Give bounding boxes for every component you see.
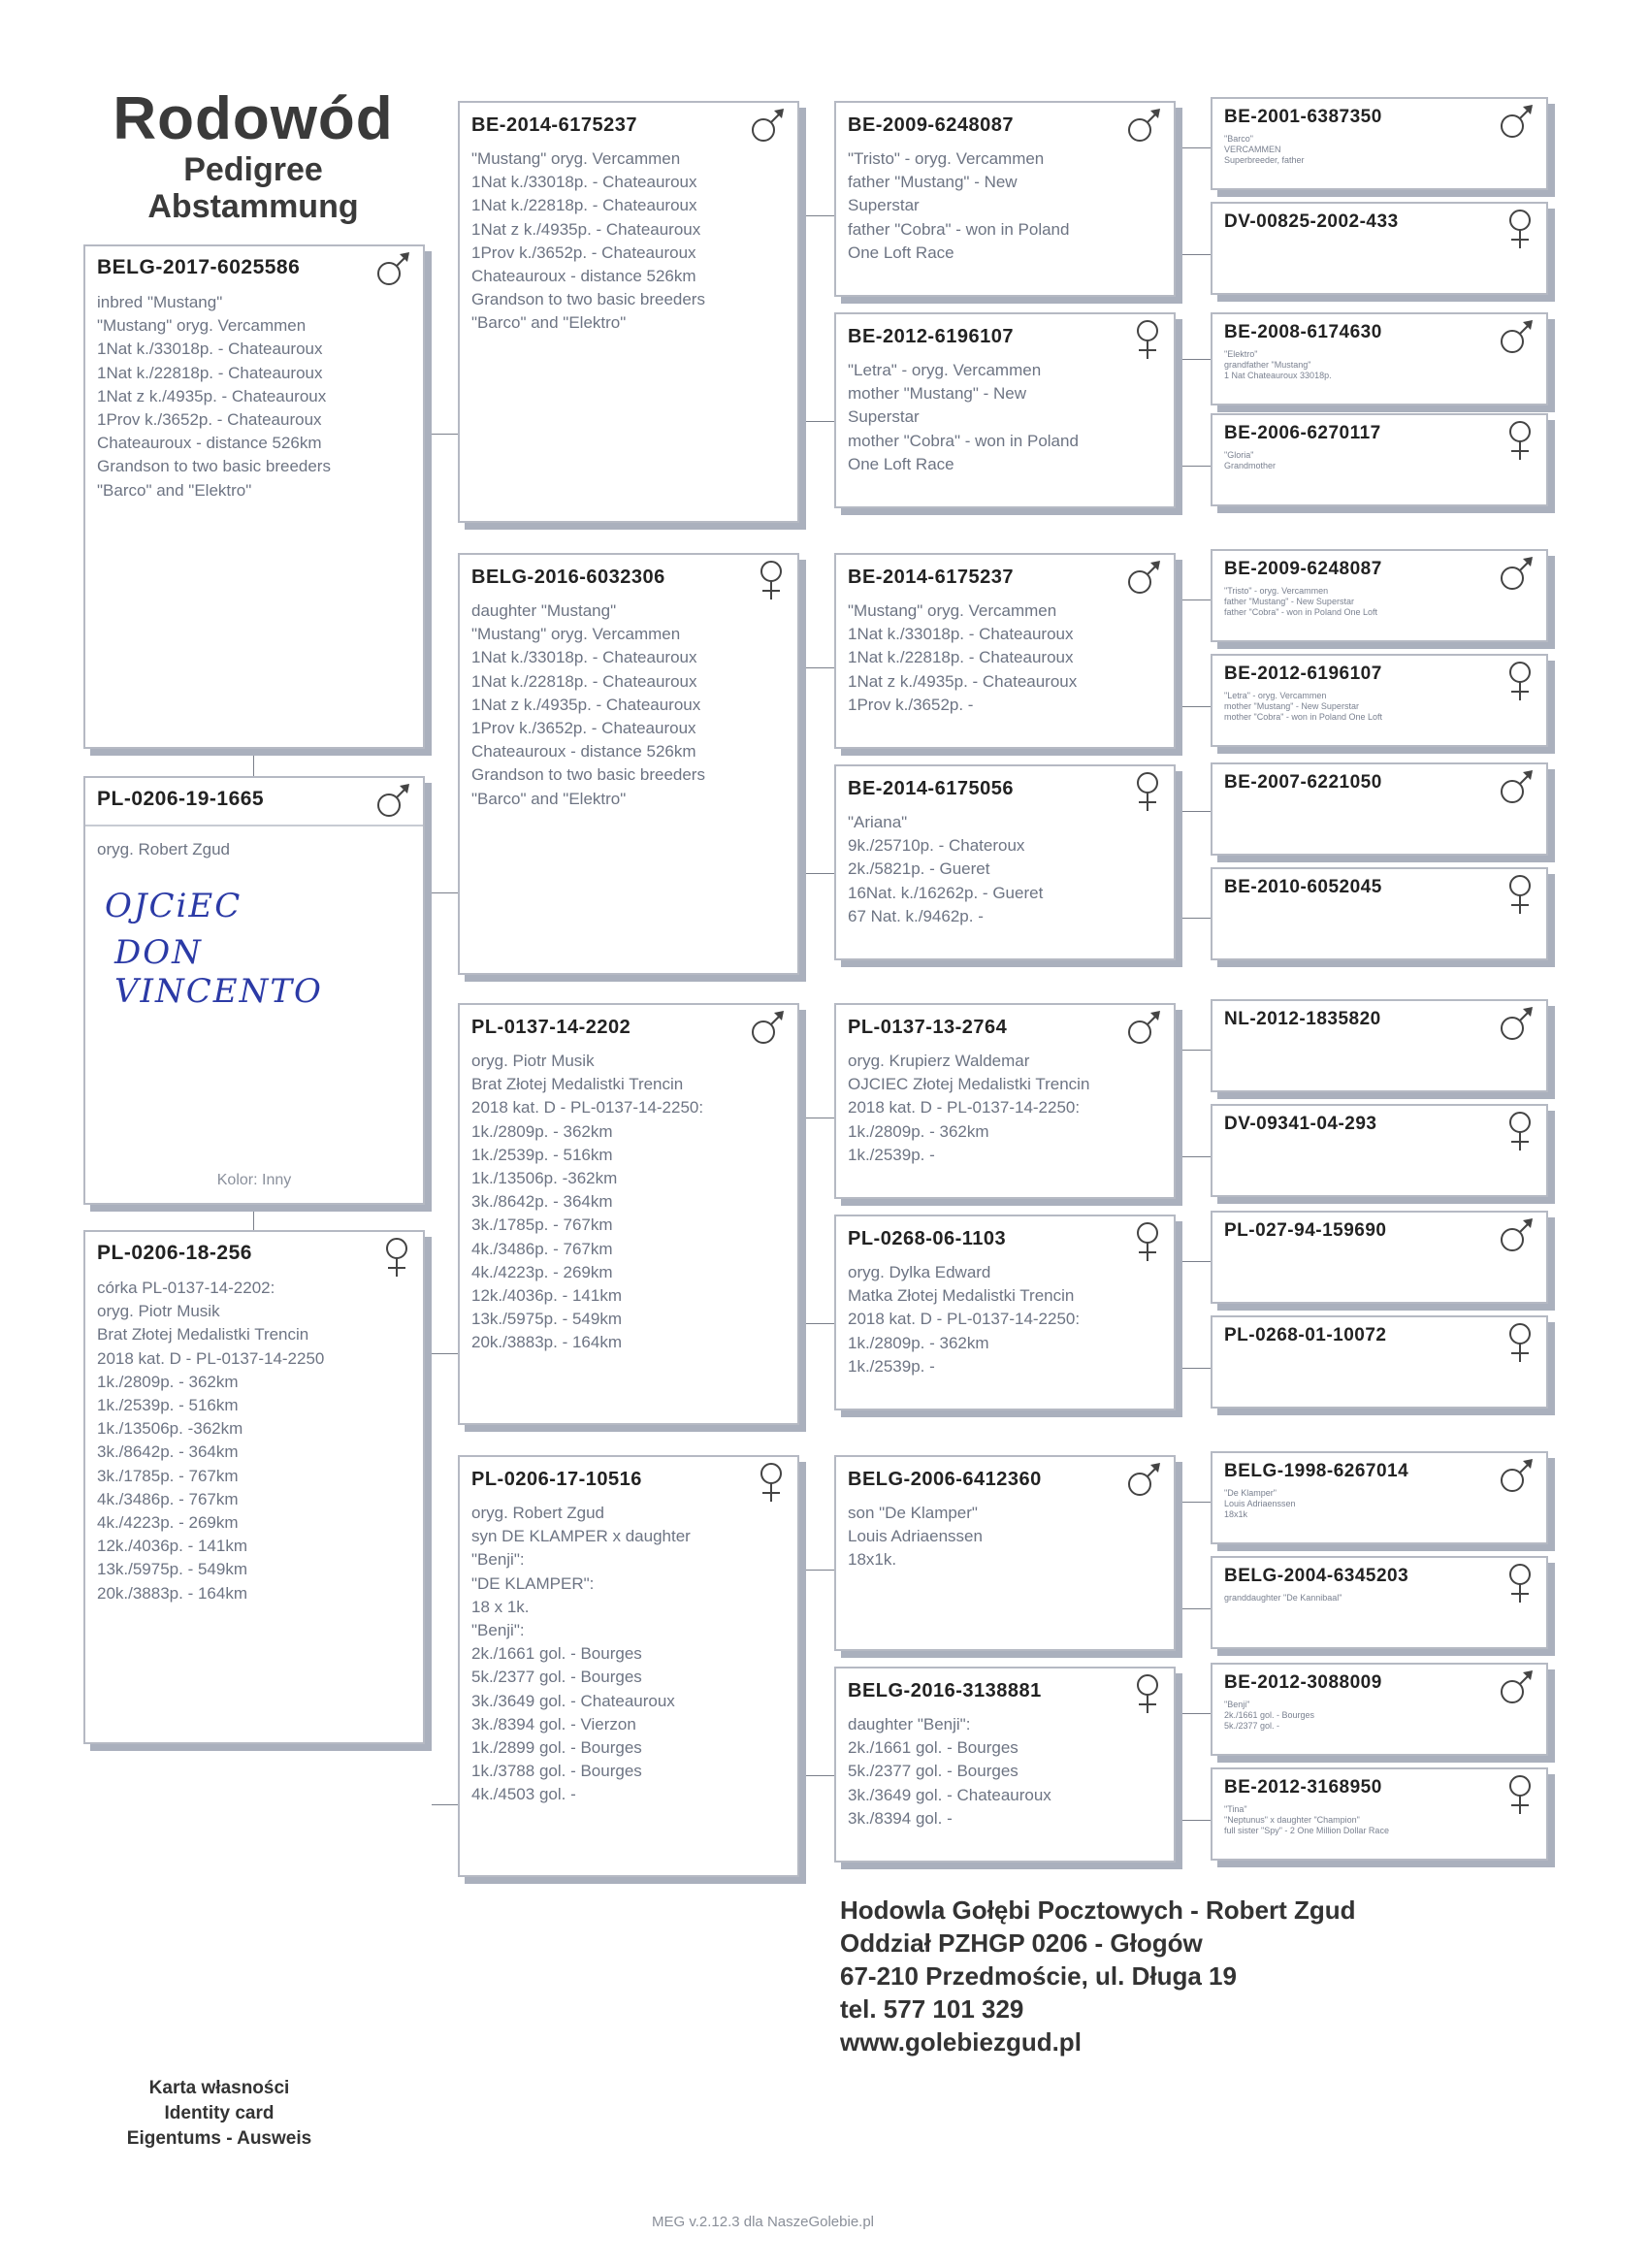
pedigree-card[interactable] [1211,1451,1548,1544]
card-details [471,599,705,811]
detail-line: 1k./2539p. - [848,1356,935,1376]
card-details [1224,586,1377,618]
detail-line: oryg. Robert Zgud [471,1504,605,1522]
detail-line: 3k./3649 gol. - Chateauroux [471,1691,675,1710]
detail-line: "Barco" and "Elektro" [471,789,627,808]
detail-line: mother "Cobra" - won in Poland One Loft [1224,712,1382,722]
detail-line: "Benji": [471,1621,525,1640]
detail-line: Matka Złotej Medalistki Trencin [848,1286,1075,1306]
identity-line-de: Eigentums - Ausweis [126,2128,312,2149]
male-icon [1125,1009,1164,1053]
connector-line [432,1353,458,1354]
female-icon [1504,1773,1536,1821]
mother-card[interactable] [83,1230,425,1744]
male-icon [374,250,413,294]
detail-line: 1Prov k./3652p. - Chateauroux [471,243,696,262]
detail-line: "Gloria" [1224,450,1254,460]
connector-line [1182,1608,1211,1609]
ring-number: BE-2009-6248087 [1224,559,1382,579]
identity-line-pl: Karta własności [148,2078,290,2098]
detail-line: 1k./13506p. -362km [471,1169,618,1188]
detail-line: 2018 kat. D - PL-0137-14-2250 [97,1348,325,1368]
detail-line: 18x1k. [848,1550,897,1570]
detail-line: son "De Klamper" [848,1504,978,1522]
pedigree-card[interactable] [1211,1315,1548,1409]
detail-line: 1Nat z k./4935p. - Chateauroux [97,386,327,405]
title-block [83,85,423,225]
detail-line: mother "Mustang" - New [848,384,1027,404]
ring-number: BE-2012-3168950 [1224,1777,1382,1798]
detail-line: "Tristo" - oryg. Vercammen [1224,586,1329,596]
detail-line: 3k./1785p. - 767km [471,1215,613,1235]
ring-number: BE-2010-6052045 [1224,877,1382,897]
connector-line [1182,1713,1211,1714]
pedigree-card[interactable] [1211,1104,1548,1197]
detail-line: 2018 kat. D - PL-0137-14-2250: [848,1098,1081,1118]
detail-line: Grandmother [1224,461,1277,470]
pedigree-card[interactable] [1211,999,1548,1092]
male-icon [374,782,413,826]
pedigree-card[interactable] [834,1667,1176,1863]
detail-line: 1Nat k./22818p. - Chateauroux [848,648,1074,667]
connector-line [806,667,834,668]
detail-line: 2k./1661 gol. - Bourges [848,1738,1018,1758]
color-label: Kolor: Inny [216,1172,292,1188]
detail-line: 3k./8394 gol. - Vierzon [471,1714,636,1733]
detail-line: 2k./5821p. - Gueret [848,859,990,879]
ring-number: BE-2014-6175237 [848,567,1014,588]
connector-line [1182,706,1211,707]
female-icon [755,559,788,606]
female-icon [1504,208,1536,255]
male-icon [1498,768,1536,812]
detail-line: Chateauroux - distance 526km [471,267,696,286]
male-icon [1498,1457,1536,1501]
pedigree-card[interactable] [1211,654,1548,747]
detail-line: 1Nat k./33018p. - Chateauroux [471,648,697,667]
detail-line: 1Nat k./22818p. - Chateauroux [97,363,323,382]
father-card[interactable] [83,776,425,1205]
ring-number: BELG-2016-3138881 [848,1680,1042,1701]
connector-line [806,421,834,422]
detail-line: 5k./2377 gol. - Bourges [848,1762,1018,1781]
detail-line: 2018 kat. D - PL-0137-14-2250: [848,1310,1081,1329]
connector-line [1182,1502,1211,1503]
female-icon [1504,1110,1536,1157]
detail-line: "Tina" [1224,1804,1247,1814]
breeder-phone: tel. 577 101 329 [840,1994,1024,2024]
card-details [848,599,1077,717]
card-details [848,147,1069,265]
male-icon [1498,318,1536,362]
ring-number: BE-2012-6196107 [1224,664,1382,684]
detail-line: "Barco" and "Elektro" [97,480,252,500]
detail-line: 3k./3649 gol. - Chateauroux [848,1785,1051,1804]
card-details [848,1050,1089,1167]
detail-line: 1k./2809p. - 362km [471,1121,613,1141]
pedigree-card[interactable] [834,1215,1176,1410]
detail-line: Superstar [848,196,920,215]
ring-number: BE-2008-6174630 [1224,322,1382,342]
detail-line: "Benji": [471,1550,525,1570]
detail-line: oryg. Krupierz Waldemar [848,1052,1030,1070]
female-icon [1504,1321,1536,1369]
card-details [1224,1700,1314,1732]
ring-number: PL-0268-06-1103 [848,1228,1007,1249]
detail-line: mother "Mustang" - New Superstar [1224,701,1359,711]
detail-line: father "Cobra" - won in Poland [848,219,1070,239]
ring-number: BELG-2017-6025586 [97,256,301,278]
pedigree-card[interactable] [1211,1663,1548,1756]
detail-line: 1k./2809p. - 362km [848,1333,989,1352]
detail-line: 1k./2539p. - 516km [471,1145,613,1164]
female-icon [1504,660,1536,707]
detail-line: "Elektro" [1224,349,1258,359]
connector-line [806,1775,834,1776]
pedigree-card[interactable] [458,1455,799,1877]
detail-line: "Letra" - oryg. Vercammen [1224,691,1327,700]
pedigree-card[interactable] [834,553,1176,749]
page-title: Rodowód [113,85,394,152]
detail-line: VERCAMMEN [1224,145,1281,154]
connector-line [253,749,254,776]
detail-line: 2k./1661 gol. - Bourges [1224,1710,1315,1720]
detail-line: daughter "Benji": [848,1715,971,1733]
detail-line: 3k./8394 gol. - [848,1808,953,1828]
ring-number: PL-0206-18-256 [97,1242,252,1264]
ring-number: PL-0137-13-2764 [848,1017,1008,1038]
identity-card-label [83,2076,355,2152]
detail-line: "Mustang" oryg. Vercammen [848,601,1057,620]
ring-number: PL-027-94-159690 [1224,1220,1387,1241]
pedigree-card[interactable] [1211,867,1548,960]
male-icon [1498,1669,1536,1712]
detail-line: "Mustang" oryg. Vercammen [471,625,681,644]
detail-line: "Barco" and "Elektro" [471,313,627,333]
ring-number: PL-0206-19-1665 [97,788,265,810]
detail-line: 2k./1661 gol. - Bourges [471,1644,642,1664]
connector-line [806,1323,834,1324]
detail-line: father "Cobra" - won in Poland One Loft [1224,607,1377,617]
pedigree-card[interactable] [1211,549,1548,642]
card-details [848,1261,1080,1378]
detail-line: córka PL-0137-14-2202: [97,1279,275,1297]
detail-line: One Loft Race [848,243,954,262]
identity-line-en: Identity card [164,2103,275,2123]
connector-line [1182,811,1211,812]
female-icon [1131,318,1164,366]
pedigree-card[interactable] [1211,762,1548,856]
detail-line: "Ariana" [848,813,908,831]
ring-number: BE-2012-6196107 [848,326,1014,347]
detail-line: "Letra" - oryg. Vercammen [848,361,1042,379]
ring-number: PL-0268-01-10072 [1224,1325,1387,1345]
card-details [1224,1804,1389,1836]
breeder-website[interactable]: www.golebiezgud.pl [840,2027,1082,2057]
pedigree-card[interactable] [1211,1767,1548,1861]
pedigree-card[interactable] [834,1003,1176,1199]
connector-line [1182,254,1211,255]
detail-line: 18x1k [1224,1509,1248,1519]
detail-line: 1Prov k./3652p. - [848,695,974,714]
detail-line: Chateauroux - distance 526km [97,434,322,453]
detail-line: 1k./2809p. - 362km [848,1121,989,1141]
connector-line [1182,1156,1211,1157]
connector-line [253,1205,254,1230]
detail-line: 13k./5975p. - 549km [97,1560,247,1579]
detail-line: father "Mustang" - New Superstar [1224,597,1354,606]
male-icon [1125,559,1164,602]
detail-line: 12k./4036p. - 141km [471,1286,622,1306]
connector-line [1182,1261,1211,1262]
page-subtitle-en: Pedigree [183,151,323,188]
female-icon [1504,1562,1536,1609]
detail-line: father "Mustang" - New [848,173,1018,192]
detail-line: "Mustang" oryg. Vercammen [471,149,681,168]
card-details [97,1277,324,1605]
detail-line: 5k./2377 gol. - Bourges [471,1668,642,1687]
detail-line: 16Nat. k./16262p. - Gueret [848,883,1044,902]
detail-line: 20k./3883p. - 164km [97,1583,247,1603]
male-icon [1498,555,1536,599]
male-icon [1498,103,1536,146]
card-details [848,1713,1051,1831]
connector-line [806,873,834,874]
detail-line: One Loft Race [848,454,954,473]
detail-line: 1k./2809p. - 362km [97,1372,239,1391]
detail-line: 1Nat z k./4935p. - Chateauroux [471,219,701,239]
ring-number: BE-2009-6248087 [848,114,1014,136]
detail-line: 1k./2539p. - [848,1145,935,1164]
detail-line: OJCIEC Złotej Medalistki Trencin [848,1075,1090,1094]
pedigree-card[interactable] [834,101,1176,297]
male-icon [1498,1216,1536,1260]
detail-line: mother "Cobra" - won in Poland [848,431,1079,450]
connector-line [432,1804,458,1805]
connector-line [1182,147,1211,148]
ring-number: BE-2012-3088009 [1224,1672,1382,1693]
detail-line: "Mustang" oryg. Vercammen [97,316,307,336]
subject-card[interactable] [83,244,425,749]
software-footer: MEG v.2.12.3 dla NaszeGolebie.pl [652,2214,875,2230]
card-details [471,1050,703,1355]
detail-line: 4k./4223p. - 269km [471,1262,613,1281]
ring-number: PL-0137-14-2202 [471,1017,631,1038]
card-details [848,359,1079,476]
connector-line [1182,1050,1211,1051]
ring-number: DV-09341-04-293 [1224,1114,1377,1134]
pedigree-card[interactable] [1211,202,1548,295]
detail-line: 5k./2377 gol. - [1224,1721,1280,1731]
detail-line: 4k./4503 gol. - [471,1785,576,1804]
detail-line: 1k./13506p. -362km [97,1419,243,1439]
detail-line: Grandson to two basic breeders [97,457,331,476]
pedigree-card[interactable] [458,101,799,523]
detail-line: 3k./8642p. - 364km [471,1192,613,1212]
ring-number: BELG-2016-6032306 [471,567,665,588]
detail-line: syn DE KLAMPER x daughter [471,1527,691,1546]
pedigree-card[interactable] [834,1455,1176,1651]
connector-line [806,1570,834,1571]
detail-line: Louis Adriaenssen [1224,1499,1296,1508]
detail-line: "Tristo" - oryg. Vercammen [848,149,1045,168]
detail-line: 1Nat k./22818p. - Chateauroux [471,671,697,691]
page-subtitle-de: Abstammung [147,188,359,225]
detail-line: grandfather "Mustang" [1224,360,1311,370]
detail-line: oryg. Piotr Musik [471,1052,595,1070]
detail-line: 12k./4036p. - 141km [97,1537,247,1556]
detail-line: 1Nat k./33018p. - Chateauroux [848,625,1074,644]
card-details [471,147,705,336]
card-details [471,1502,691,1807]
card-details [1224,1593,1342,1604]
female-icon [380,1236,413,1283]
handwritten-note-line-1: OJCiEC [105,887,242,925]
connector-line [806,215,834,216]
breeder-info [840,1894,1356,2058]
breeder-address: 67-210 Przedmoście, ul. Długa 19 [840,1961,1237,1991]
detail-line: "De Klamper" [1224,1488,1277,1498]
ring-number: BE-2007-6221050 [1224,772,1382,793]
ring-number: BELG-2006-6412360 [848,1469,1042,1490]
detail-line: Louis Adriaenssen [848,1527,983,1546]
connector-line [1182,1368,1211,1369]
detail-line: granddaughter "De Kannibaal" [1224,1593,1342,1603]
detail-line: 1k./3788 gol. - Bourges [471,1762,642,1781]
ring-number: NL-2012-1835820 [1224,1009,1381,1029]
detail-line: 3k./8642p. - 364km [97,1442,239,1462]
pedigree-card[interactable] [834,312,1176,508]
detail-line: "DE KLAMPER": [471,1573,595,1593]
ring-number: BE-2014-6175056 [848,778,1014,799]
detail-line: 1Nat z k./4935p. - Chateauroux [848,671,1078,691]
detail-line: 1Nat k./22818p. - Chateauroux [471,196,697,215]
ring-number: BE-2001-6387350 [1224,107,1382,127]
ring-number: PL-0206-17-10516 [471,1469,642,1490]
card-details [848,1502,983,1572]
detail-line: 4k./3486p. - 767km [471,1239,613,1258]
detail-line: 20k./3883p. - 164km [471,1333,622,1352]
detail-line: Grandson to two basic breeders [471,290,705,309]
pedigree-card[interactable] [458,553,799,975]
card-details [1224,1488,1296,1520]
pedigree-card[interactable] [834,764,1176,960]
card-details [1224,349,1332,381]
ring-number: BELG-1998-6267014 [1224,1461,1409,1481]
detail-line: full sister "Spy" - 2 One Million Dollar Race [1224,1826,1389,1835]
ring-number: DV-00825-2002-433 [1224,211,1399,232]
detail-line: 4k./4223p. - 269km [97,1513,239,1533]
male-icon [749,107,788,150]
ring-number: BE-2006-6270117 [1224,423,1381,443]
male-icon [1125,107,1164,150]
connector-line [1182,1820,1211,1821]
female-icon [1131,1220,1164,1268]
ring-number: BE-2014-6175237 [471,114,637,136]
card-details [1224,134,1305,166]
detail-line: oryg. Dylka Edward [848,1263,991,1281]
female-icon [1504,873,1536,921]
detail-line: 4k./3486p. - 767km [97,1489,239,1508]
pedigree-card[interactable] [1211,1556,1548,1649]
male-icon [1125,1461,1164,1505]
detail-line: 13k./5975p. - 549km [471,1310,622,1329]
detail-line: inbred "Mustang" [97,293,223,311]
pedigree-card[interactable] [458,1003,799,1425]
detail-line: Superstar [848,407,920,427]
detail-line: Brat Złotej Medalistki Trencin [471,1075,684,1094]
pedigree-card[interactable] [1211,413,1548,506]
detail-line: 67 Nat. k./9462p. - [848,906,984,925]
connector-line [432,892,458,893]
ring-number: BELG-2004-6345203 [1224,1566,1409,1586]
detail-line: 1Nat z k./4935p. - Chateauroux [471,695,701,714]
breeder-branch: Oddział PZHGP 0206 - Głogów [840,1928,1203,1958]
pedigree-card[interactable] [1211,312,1548,405]
male-icon [749,1009,788,1053]
detail-line: Chateauroux - distance 526km [471,742,696,761]
detail-line: "Barco" [1224,134,1253,144]
connector-line [1182,466,1211,467]
card-details [848,811,1043,928]
detail-line: 9k./25710p. - Chateroux [848,836,1025,856]
detail-line: 1Prov k./3652p. - Chateauroux [471,719,696,738]
detail-line: Superbreeder, father [1224,155,1305,165]
connector-line [1182,599,1211,600]
female-icon [1504,419,1536,467]
connector-line [1182,359,1211,360]
card-details [97,838,230,861]
card-details [97,291,331,502]
detail-line: 1Nat k./33018p. - Chateauroux [97,340,323,359]
detail-line: "Benji" [1224,1700,1250,1709]
detail-line: 1 Nat Chateauroux 33018p. [1224,371,1332,380]
pedigree-card[interactable] [1211,1211,1548,1304]
detail-line: 18 x 1k. [471,1597,530,1616]
breeder-name: Hodowla Gołębi Pocztowych - Robert Zgud [840,1895,1356,1925]
detail-line: 1k./2899 gol. - Bourges [471,1738,642,1758]
pedigree-card[interactable] [1211,97,1548,190]
detail-line: 2018 kat. D - PL-0137-14-2250: [471,1098,704,1118]
detail-line: oryg. Piotr Musik [97,1302,220,1321]
female-icon [755,1461,788,1508]
detail-line: 1Nat k./33018p. - Chateauroux [471,173,697,192]
female-icon [1131,1672,1164,1720]
detail-line: Grandson to two basic breeders [471,765,705,785]
detail-line: 3k./1785p. - 767km [97,1466,239,1485]
connector-line [1182,918,1211,919]
detail-line: oryg. Robert Zgud [97,840,231,859]
detail-line: Brat Złotej Medalistki Trencin [97,1325,309,1345]
male-icon [1498,1005,1536,1049]
detail-line: 1k./2539p. - 516km [97,1396,239,1415]
connector-line [432,434,458,435]
card-details [1224,450,1276,471]
female-icon [1131,770,1164,818]
handwritten-note-line-2: DON VINCENTO [114,933,323,1011]
detail-line: daughter "Mustang" [471,601,617,620]
card-details [1224,691,1382,723]
detail-line: "Neptunus" x daughter "Champion" [1224,1815,1360,1825]
detail-line: 1Prov k./3652p. - Chateauroux [97,410,322,430]
